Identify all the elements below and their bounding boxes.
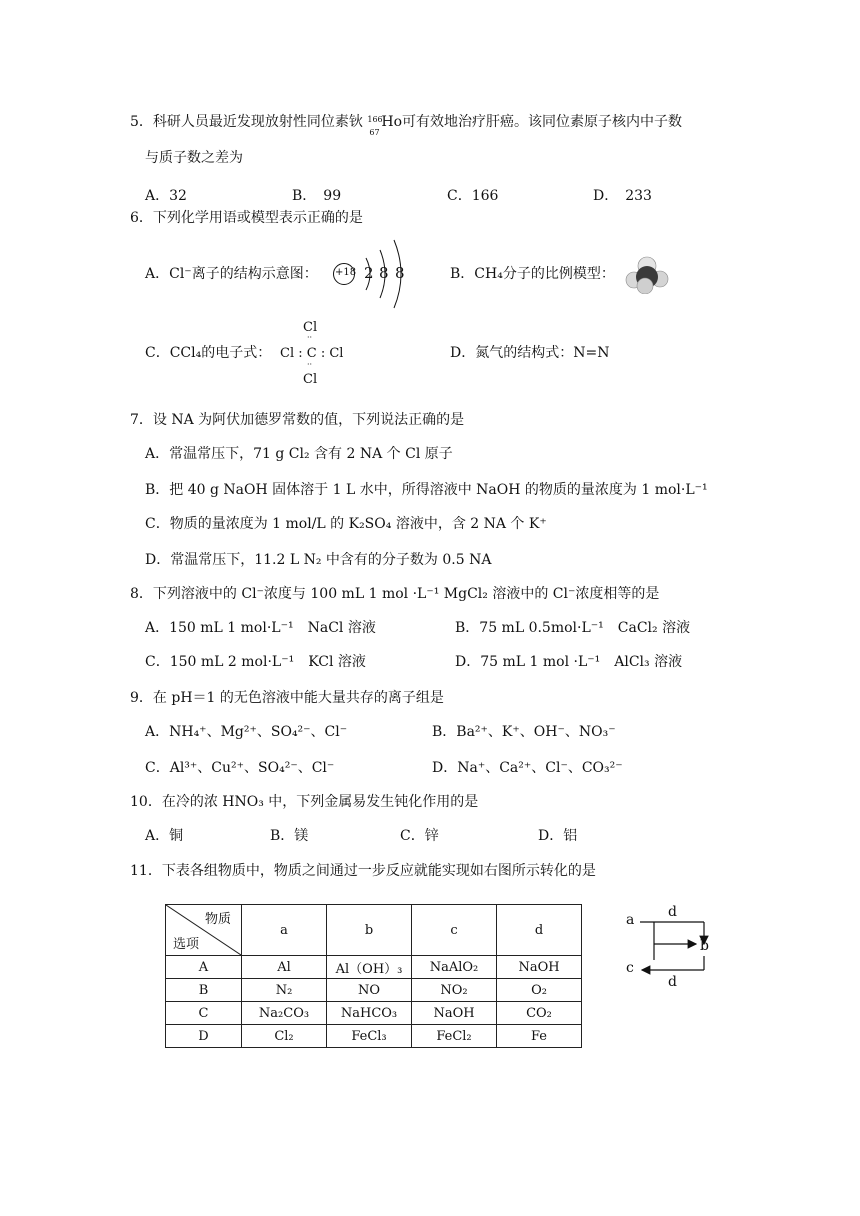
q6-option-a: A．Cl⁻离子的结构示意图：: [145, 266, 318, 282]
formula-dots-top: ··: [307, 333, 313, 342]
row-option-label: C: [166, 1002, 242, 1025]
header-option-label: 选项: [173, 937, 200, 952]
table-cell: CO₂: [497, 1002, 582, 1025]
table-cell: Al: [242, 956, 327, 979]
formula-top-cl: Cl: [303, 320, 318, 335]
table-cell: NaOH: [497, 956, 582, 979]
q10-option-c: C．锌: [400, 828, 439, 844]
table-cell: Al（OH）₃: [327, 956, 412, 979]
table-diagonal-header: [166, 905, 242, 956]
q10-option-b: B．镁: [270, 828, 309, 844]
table-row: [166, 956, 582, 979]
q5-option-c: C．166: [447, 188, 499, 204]
q7-option-d: D．常温常压下，11.2 L N₂ 中含有的分子数为 0.5 NA: [145, 552, 492, 568]
table-cell: NO: [327, 979, 412, 1002]
q8-stem: 8．下列溶液中的 Cl⁻浓度与 100 mL 1 mol ·L⁻¹ MgCl₂ 溶液中的 Cl⁻浓度相等的是: [130, 586, 660, 602]
q8-option-c: C．150 mL 2 mol·L⁻¹ KCl 溶液: [145, 654, 366, 670]
q8-option-b: B．75 mL 0.5mol·L⁻¹ CaCl₂ 溶液: [455, 620, 691, 636]
q5-option-d: D． 233: [593, 188, 652, 204]
column-header-a: a: [242, 905, 327, 956]
table-cell: Fe: [497, 1025, 582, 1048]
isotope-symbol: Ho: [381, 114, 402, 130]
conversion-diagram: [620, 902, 720, 994]
q5-text-end: 可有效地治疗肝癌。该同位素原子核内中子数: [402, 114, 682, 130]
q11-stem: 11．下表各组物质中，物质之间通过一步反应就能实现如右图所示转化的是: [130, 863, 596, 879]
chloride-ion-structure-diagram: [330, 236, 420, 312]
isotope-numbers: [367, 112, 383, 137]
diagram-label-d-top: d: [668, 904, 677, 920]
table-cell: NaHCO₃: [327, 1002, 412, 1025]
q9-stem: 9．在 pH＝1 的无色溶液中能大量共存的离子组是: [130, 690, 444, 706]
column-header-c: c: [412, 905, 497, 956]
table-header-row: [166, 905, 582, 956]
isotope-atomic-number: 67: [369, 128, 380, 137]
shell-3-electrons: 8: [395, 264, 405, 282]
ccl4-electron-formula: [280, 320, 370, 390]
q7-option-b: B．把 40 g NaOH 固体溶于 1 L 水中，所得溶液中 NaOH 的物质的量浓度为 1 mol·L⁻¹: [145, 482, 708, 498]
formula-bottom-cl: Cl: [303, 372, 318, 387]
diagram-node-b: b: [700, 938, 709, 954]
table-cell: Cl₂: [242, 1025, 327, 1048]
shell-2-electrons: 8: [379, 264, 389, 282]
table-row: [166, 979, 582, 1002]
q7-option-c: C．物质的量浓度为 1 mol/L 的 K₂SO₄ 溶液中，含 2 NA 个 K⁺: [145, 516, 547, 532]
table-cell: NO₂: [412, 979, 497, 1002]
table-cell: Na₂CO₃: [242, 1002, 327, 1025]
diagram-node-a: a: [626, 912, 635, 928]
table-row: [166, 1002, 582, 1025]
formula-middle: Cl : C : Cl: [280, 346, 344, 361]
row-option-label: B: [166, 979, 242, 1002]
table-row: [166, 1025, 582, 1048]
formula-dots-bottom: ··: [307, 360, 313, 369]
q10-option-d: D．铝: [538, 828, 578, 844]
q5-option-a: A．32: [145, 188, 187, 204]
table-cell: O₂: [497, 979, 582, 1002]
nucleus-charge: +18: [335, 267, 357, 278]
table-cell: FeCl₂: [412, 1025, 497, 1048]
diagram-node-c: c: [626, 960, 634, 976]
q8-option-d: D．75 mL 1 mol ·L⁻¹ AlCl₃ 溶液: [455, 654, 683, 670]
table-cell: FeCl₃: [327, 1025, 412, 1048]
q5-text-start: 5．科研人员最近发现放射性同位素钬: [130, 114, 363, 130]
row-option-label: D: [166, 1025, 242, 1048]
q5-option-b: B． 99: [292, 188, 342, 204]
table-cell: NaAlO₂: [412, 956, 497, 979]
diagram-label-d-bottom: d: [668, 974, 677, 990]
q5-line2: 与质子数之差为: [145, 150, 243, 166]
q7-stem: 7．设 NA 为阿伏加德罗常数的值，下列说法正确的是: [130, 412, 465, 428]
isotope-mass-number: 166: [367, 115, 383, 124]
q9-option-c: C．Al³⁺、Cu²⁺、SO₄²⁻、Cl⁻: [145, 760, 335, 776]
methane-space-filling-model-icon: [624, 254, 670, 294]
q9-option-b: B．Ba²⁺、K⁺、OH⁻、NO₃⁻: [432, 724, 616, 740]
q11-substance-table: [165, 904, 582, 1048]
q9-option-d: D．Na⁺、Ca²⁺、Cl⁻、CO₃²⁻: [432, 760, 623, 776]
q5-line1: [130, 112, 682, 137]
table-cell: NaOH: [412, 1002, 497, 1025]
row-option-label: A: [166, 956, 242, 979]
q7-option-a: A．常温常压下，71 g Cl₂ 含有 2 NA 个 Cl 原子: [145, 446, 453, 462]
column-header-b: b: [327, 905, 412, 956]
q6-option-c: C．CCl₄的电子式：: [145, 345, 272, 361]
q6-option-b: B．CH₄分子的比例模型：: [450, 266, 615, 282]
shell-1-electrons: 2: [364, 264, 374, 282]
column-header-d: d: [497, 905, 582, 956]
q10-option-a: A．铜: [145, 828, 184, 844]
q9-option-a: A．NH₄⁺、Mg²⁺、SO₄²⁻、Cl⁻: [145, 724, 348, 740]
q6-option-d: D．氮气的结构式：N=N: [450, 345, 610, 361]
header-substance-label: 物质: [204, 912, 231, 927]
q10-stem: 10．在冷的浓 HNO₃ 中，下列金属易发生钝化作用的是: [130, 794, 479, 810]
q8-option-a: A．150 mL 1 mol·L⁻¹ NaCl 溶液: [145, 620, 376, 636]
q6-stem: 6．下列化学用语或模型表示正确的是: [130, 210, 363, 226]
table-cell: N₂: [242, 979, 327, 1002]
